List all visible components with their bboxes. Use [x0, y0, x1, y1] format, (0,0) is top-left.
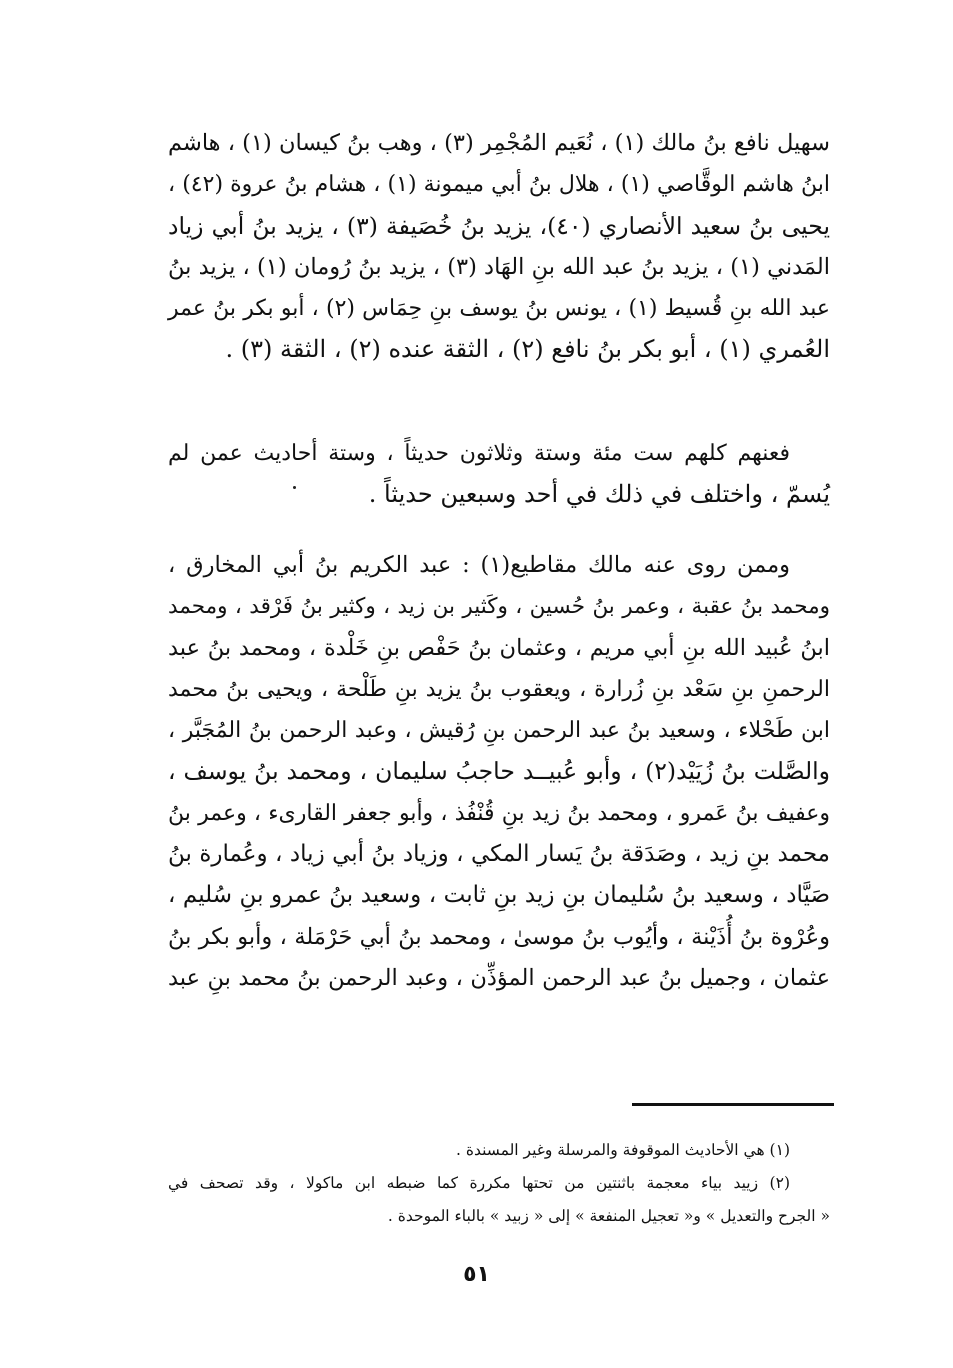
text-line: محمد بنِ زيد ، وصَدَقة بنُ يَسار المكي ، وزياد بنُ أبي زياد ، وعُمارة بنُ [168, 841, 830, 868]
footnote-2-continuation: « الجرح والتعديل » و« تعجيل المنفعة » إلى « زبيد » بالباء الموحدة . [387, 1207, 830, 1225]
text-line: فعنهم كلهم ست مئة وستة وثلاثون حديثاً ، وستة أحاديث عمن لم [168, 441, 790, 466]
page-number: ٥١ [463, 1262, 490, 1287]
footnotes [168, 1134, 830, 1233]
text-line: المَدني (١) ، يزيد بنُ عبد الله بنِ الهَاد (٣) ، يزيد بنُ رُومان (١) ، يزيد بنُ [168, 253, 831, 280]
text-line: الرحمنِ بنِ سَعْد بنِ زُرارة ، ويعقوب بنُ يزيد بنِ طَلْحة ، ويحيى بنُ محمد [168, 676, 830, 702]
text-line: يحيى بنُ سعيد الأنصاري (٤٠)، يزيد بنُ خُصَيفة (٣) ، يزيد بنُ أبي زياد [168, 211, 830, 240]
paragraph-narrators-list [168, 123, 830, 371]
text-line: يُسمّ ، واختلف في ذلك في أحد وسبعين حديثاً . [368, 480, 830, 509]
paragraph-hadith-count [168, 433, 830, 516]
text-line: والصَّلت بنُ زُيَيْد(٢) ، وأبو عُبيــد حاجبُ سليمان ، ومحمد بنُ يوسف ، [168, 757, 831, 786]
text-line: وممن روى عنه مالك مقاطيع(١) : عبد الكريم بنُ أبي المخارق ، [168, 552, 790, 578]
print-speck [293, 486, 296, 489]
text-line: ومحمد بنُ عقبة ، وعمر بنُ حُسين ، وكَثير بن زيد ، وكثير بنُ فَرْقد ، ومحمد [168, 594, 830, 620]
footnote-1: (١) هي الأحاديث الموقوفة والمرسلة وغير المسندة . [456, 1141, 790, 1159]
text-line: العُمري (١) ، أبو بكر بنُ نافع (٢) ، الثقة عنده (٢) ، الثقة (٣) . [225, 335, 830, 364]
text-line: سهيل نافع بنُ مالك (١) ، نُعَيم المُجْمِر (٣) ، وهب بنُ كيسان (١) ، هاشم [168, 130, 830, 156]
text-line: ابنُ هاشم الوقَّاصي (١) ، هلال بنُ أبي ميمونة (١) ، هشام بنُ عروة (٤٢) ، [168, 172, 830, 198]
text-line: ابن طَحْلاء ، وسعيد بنُ عبد الرحمن بنِ رُقيش ، وعبد الرحمن بنُ المُجَبَّر ، [168, 718, 830, 744]
footnote-2: (٢) زييد بياء معجمة باثنتين من تحتها مكررة كما ضبطه ابن ماكولا ، وقد تصحف في [168, 1174, 790, 1192]
text-line: عبد الله بنِ قُسيط (١) ، يونس بنُ يوسف بنِ حِمَاس (٢) ، أبو بكر بنُ عمر [168, 296, 831, 322]
text-line: ابنُ عُبيد الله بنِ أبي مريم ، وعثمان بنُ حَفْص بنِ خَلْدة ، ومحمد بنُ عبد [168, 634, 830, 661]
text-line: عثمان ، وجميل بنُ عبد الرحمن المؤذِّن ، وعبد الرحمن بنُ محمد بنِ عبد [168, 964, 830, 991]
footnote-separator [632, 1103, 834, 1106]
paragraph-maqatie-narrators [168, 545, 830, 999]
text-line: وعُرْوة بنُ أُذَيْنة ، وأيُوب بنُ موسىٰ ، ومحمد بنُ أبي حَرْمَلة ، وأبو بكر بنُ [168, 923, 830, 950]
text-line: صَيَّاد ، وسعيد بنُ سُليمان بنِ زيد بنِ ثابت ، وسعيد بنُ عمرو بنِ سُليم ، [168, 882, 830, 909]
text-line: وعفيف بنُ عَمرو ، ومحمد بنُ زيد بنِ قُنْفُذ ، وأبو جعفر القارىء ، وعمر بنُ [168, 800, 830, 826]
